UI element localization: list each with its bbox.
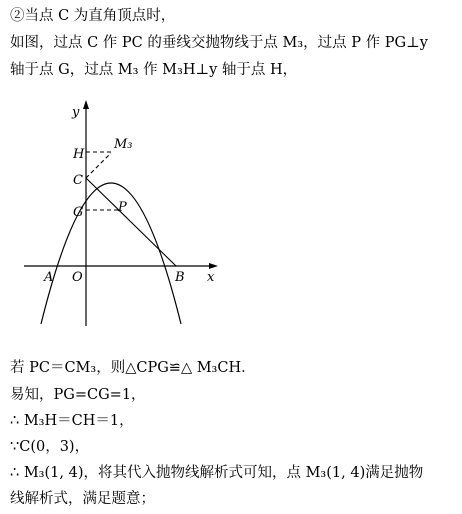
text-line-2: 如图，过点 C 作 PC 的垂线交抛物线于点 M₃，过点 P 作 PG⊥y: [10, 35, 428, 51]
label-h: H: [73, 147, 85, 162]
label-a: A: [44, 270, 54, 285]
label-o: O: [72, 270, 83, 285]
x-axis-arrow: [209, 263, 218, 269]
text-line-1: ②当点 C 为直角顶点时，: [10, 8, 176, 24]
text-line-3: 轴于点 G，过点 M₃ 作 M₃H⊥y 轴于点 H，: [10, 62, 298, 78]
text-line-7: ∵C(0，3)，: [10, 439, 90, 455]
segment-cm3-dashed: [86, 153, 111, 178]
text-line-4: 若 PC＝CM₃，则△CPG≌△ M₃CH．: [10, 360, 256, 376]
parabola-curve: [41, 183, 181, 324]
text-line-8: ∴ M₃(1, 4)，将其代入抛物线解析式可知，点 M₃(1, 4)满足抛物: [10, 465, 424, 481]
text-line-9: 线解析式，满足题意；: [10, 491, 155, 507]
label-c: C: [73, 173, 83, 188]
label-p: P: [118, 200, 127, 215]
parabola-figure: [14, 96, 236, 332]
text-line-5: 易知，PG=CG=1，: [10, 387, 146, 403]
label-m3: M₃: [114, 137, 133, 152]
label-b: B: [175, 270, 185, 285]
y-axis-arrow: [83, 100, 89, 109]
label-x: x: [207, 270, 215, 285]
label-y: y: [72, 105, 80, 120]
segment-cb: [86, 178, 176, 266]
label-g: G: [73, 205, 84, 220]
text-line-6: ∴ M₃H＝CH＝1，: [10, 413, 134, 429]
